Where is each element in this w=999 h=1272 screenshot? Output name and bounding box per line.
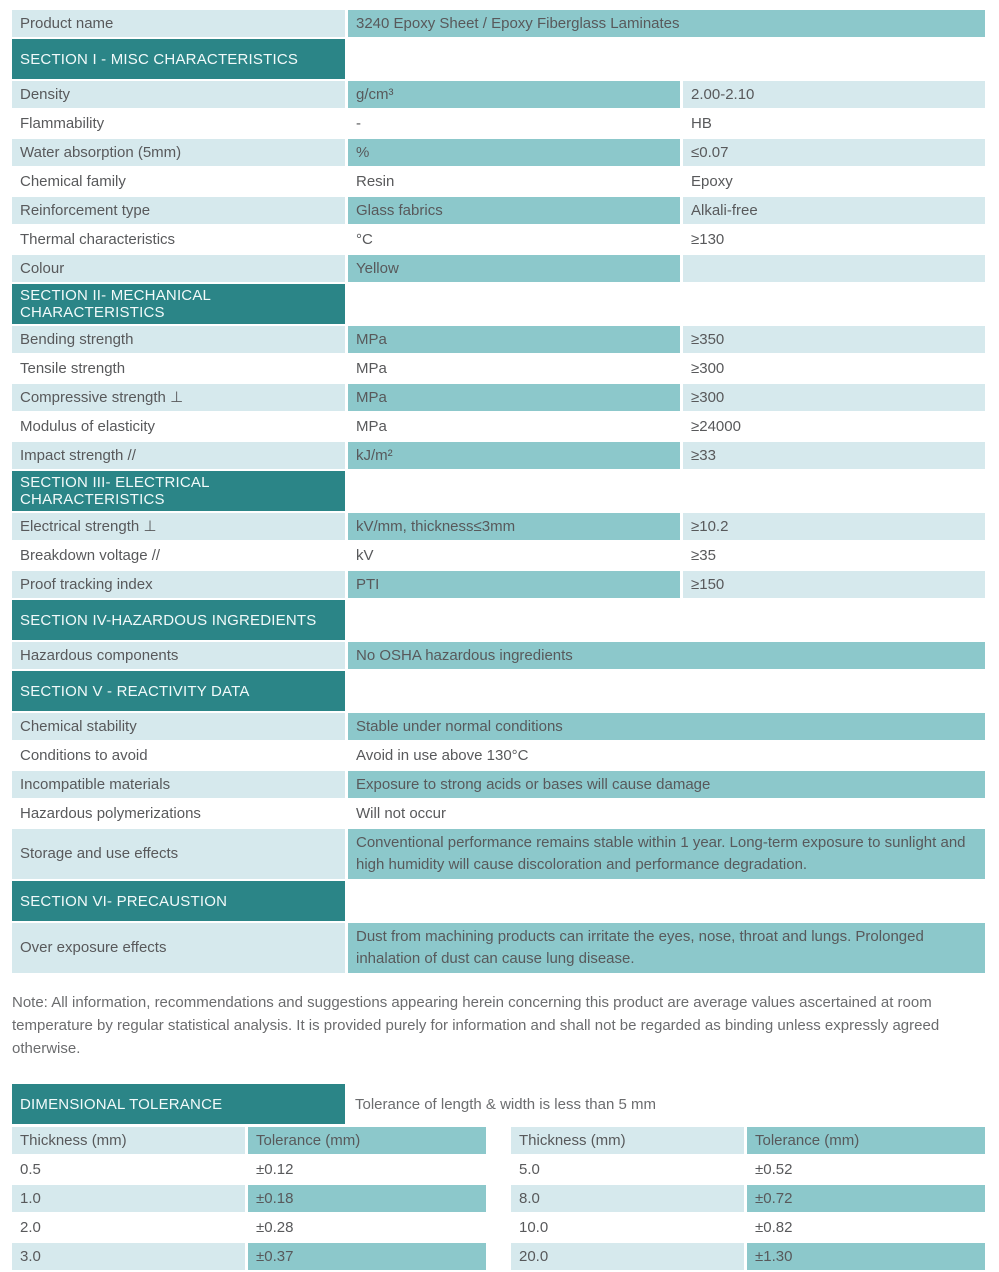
property-label: Water absorption (5mm) [12, 139, 345, 166]
tolerance-header-cell: Tolerance (mm) [747, 1127, 985, 1154]
property-label: Hazardous polymerizations [20, 805, 201, 822]
property-value: Exposure to strong acids or bases will cause damage [348, 771, 985, 798]
property-unit: kV [356, 547, 374, 564]
property-label: Over exposure effects [12, 923, 345, 973]
thickness-cell: 10.0 [519, 1219, 549, 1236]
section-title: SECTION II- MECHANICAL CHARACTERISTICS [12, 284, 345, 324]
property-unit: MPa [356, 418, 387, 435]
tolerance-cell: ±0.37 [248, 1243, 486, 1270]
tolerance-header [12, 1084, 985, 1124]
property-value: ≥300 [683, 384, 985, 411]
property-label: Density [12, 81, 345, 108]
property-unit: MPa [348, 384, 680, 411]
property-value: ≥350 [683, 326, 985, 353]
property-unit: Resin [356, 173, 395, 190]
property-row [12, 442, 985, 469]
property-row [12, 513, 985, 540]
property-value: ≤0.07 [683, 139, 985, 166]
property-value: ≥130 [691, 231, 725, 248]
property-label: Conditions to avoid [20, 747, 148, 764]
tolerance-cell: ±0.12 [256, 1161, 294, 1178]
tolerance-row [12, 1214, 486, 1241]
product-name-row [12, 10, 985, 37]
property-row [12, 771, 985, 798]
property-value: Dust from machining products can irritate the eyes, nose, throat and lungs. Prolonged inhalation of dust can cause lung disease. [348, 923, 985, 973]
tolerance-cell: ±0.28 [256, 1219, 294, 1236]
tolerance-row [12, 1185, 486, 1212]
property-row [12, 226, 985, 253]
property-label: Chemical stability [12, 713, 345, 740]
property-label: Reinforcement type [12, 197, 345, 224]
property-row [12, 255, 985, 282]
tolerance-table-right [511, 1127, 985, 1272]
property-unit: % [348, 139, 680, 166]
property-label: Flammability [20, 115, 105, 132]
property-row [12, 542, 985, 569]
property-row [12, 829, 985, 879]
property-value [683, 255, 985, 282]
section-title: SECTION VI- PRECAUSTION [12, 881, 345, 921]
property-label: Modulus of elasticity [20, 418, 156, 435]
thickness-cell: 8.0 [511, 1185, 744, 1212]
property-label: Storage and use effects [12, 829, 345, 879]
tolerance-row [12, 1156, 486, 1183]
section-title: SECTION I - MISC CHARACTERISTICS [12, 39, 345, 79]
thickness-cell: 3.0 [12, 1243, 245, 1270]
section-header-precaution [12, 881, 985, 921]
product-name-value: 3240 Epoxy Sheet / Epoxy Fiberglass Laminates [348, 10, 985, 37]
section-title: SECTION V - REACTIVITY DATA [12, 671, 345, 711]
property-value: HB [691, 115, 712, 132]
property-value: No OSHA hazardous ingredients [348, 642, 985, 669]
section-header-hazardous [12, 600, 985, 640]
tolerance-cell: ±0.82 [755, 1219, 793, 1236]
section-title: SECTION III- ELECTRICAL CHARACTERISTICS [12, 471, 345, 511]
thickness-cell: 20.0 [511, 1243, 744, 1270]
property-unit: °C [356, 231, 373, 248]
property-row [12, 197, 985, 224]
property-label: Impact strength // [12, 442, 345, 469]
property-value: Alkali-free [683, 197, 985, 224]
property-row [12, 355, 985, 382]
tolerance-cell: ±0.72 [747, 1185, 985, 1212]
property-row [12, 800, 985, 827]
property-value: ≥24000 [691, 418, 741, 435]
property-value: ≥10.2 [683, 513, 985, 540]
property-label: Colour [12, 255, 345, 282]
property-label: Electrical strength ⊥ [12, 513, 345, 540]
property-label: Compressive strength ⊥ [12, 384, 345, 411]
property-row [12, 713, 985, 740]
property-value: ≥300 [691, 360, 725, 377]
tolerance-header-row [12, 1127, 486, 1154]
property-label: Breakdown voltage // [20, 547, 161, 564]
spec-table [12, 10, 985, 973]
tolerance-title: DIMENSIONAL TOLERANCE [12, 1084, 345, 1124]
property-value: Stable under normal conditions [348, 713, 985, 740]
property-row [12, 110, 985, 137]
tolerance-subtitle: Tolerance of length & width is less than 5 mm [355, 1095, 656, 1113]
property-unit: g/cm³ [348, 81, 680, 108]
property-value: Avoid in use above 130°C [356, 747, 529, 764]
property-row [12, 642, 985, 669]
tolerance-row [12, 1243, 486, 1270]
property-value: ≥35 [691, 547, 716, 564]
property-label: Bending strength [12, 326, 345, 353]
property-label: Tensile strength [20, 360, 126, 377]
thickness-cell: 2.0 [20, 1219, 41, 1236]
property-row [12, 413, 985, 440]
property-value: ≥150 [683, 571, 985, 598]
tolerance-cell: ±0.18 [248, 1185, 486, 1212]
property-unit: PTI [348, 571, 680, 598]
tolerance-cell: ±0.52 [755, 1161, 793, 1178]
note-text: Note: All information, recommendations and suggestions appearing herein concerning this product are average values ascertained at room temperature by regular statistical analysis. It is provided purely for information and shall not be regarded as binding unless expressly agreed otherwise. [12, 994, 940, 1057]
tolerance-table-left [12, 1127, 486, 1272]
tolerance-row [511, 1243, 985, 1270]
property-value: Conventional performance remains stable within 1 year. Long-term exposure to sunlight and high humidity will cause discoloration and performance degradation. [348, 829, 985, 879]
thickness-header-cell: Thickness (mm) [511, 1127, 744, 1154]
tolerance-header-cell: Tolerance (mm) [248, 1127, 486, 1154]
thickness-cell: 5.0 [519, 1161, 540, 1178]
thickness-cell: 0.5 [20, 1161, 41, 1178]
section-header-mechanical [12, 284, 985, 324]
section-title: SECTION IV-HAZARDOUS INGREDIENTS [12, 600, 345, 640]
property-value: Will not occur [356, 805, 447, 822]
property-row [12, 923, 985, 973]
property-row [12, 326, 985, 353]
section-header-electrical [12, 471, 985, 511]
property-label: Thermal characteristics [20, 231, 176, 248]
property-unit: Glass fabrics [348, 197, 680, 224]
thickness-cell: 1.0 [12, 1185, 245, 1212]
tolerance-row [511, 1185, 985, 1212]
section-header-misc [12, 39, 985, 79]
property-row [12, 742, 985, 769]
tolerance-tables [12, 1127, 985, 1272]
property-label: Chemical family [20, 173, 126, 190]
property-row [12, 168, 985, 195]
property-unit: MPa [348, 326, 680, 353]
tolerance-cell: ±1.30 [747, 1243, 985, 1270]
property-unit: MPa [356, 360, 387, 377]
property-unit: Yellow [348, 255, 680, 282]
property-label: Proof tracking index [12, 571, 345, 598]
section-header-reactivity [12, 671, 985, 711]
property-value: Epoxy [691, 173, 733, 190]
property-value: 2.00-2.10 [683, 81, 985, 108]
tolerance-row [511, 1214, 985, 1241]
property-row [12, 139, 985, 166]
property-unit: - [356, 115, 361, 132]
property-unit: kV/mm, thickness≤3mm [348, 513, 680, 540]
thickness-header-cell: Thickness (mm) [12, 1127, 245, 1154]
property-label: Hazardous components [12, 642, 345, 669]
property-label: Incompatible materials [12, 771, 345, 798]
property-row [12, 81, 985, 108]
property-unit: kJ/m² [348, 442, 680, 469]
property-row [12, 571, 985, 598]
product-name-label: Product name [12, 10, 345, 37]
tolerance-header-row [511, 1127, 985, 1154]
property-value: ≥33 [683, 442, 985, 469]
property-row [12, 384, 985, 411]
tolerance-row [511, 1156, 985, 1183]
